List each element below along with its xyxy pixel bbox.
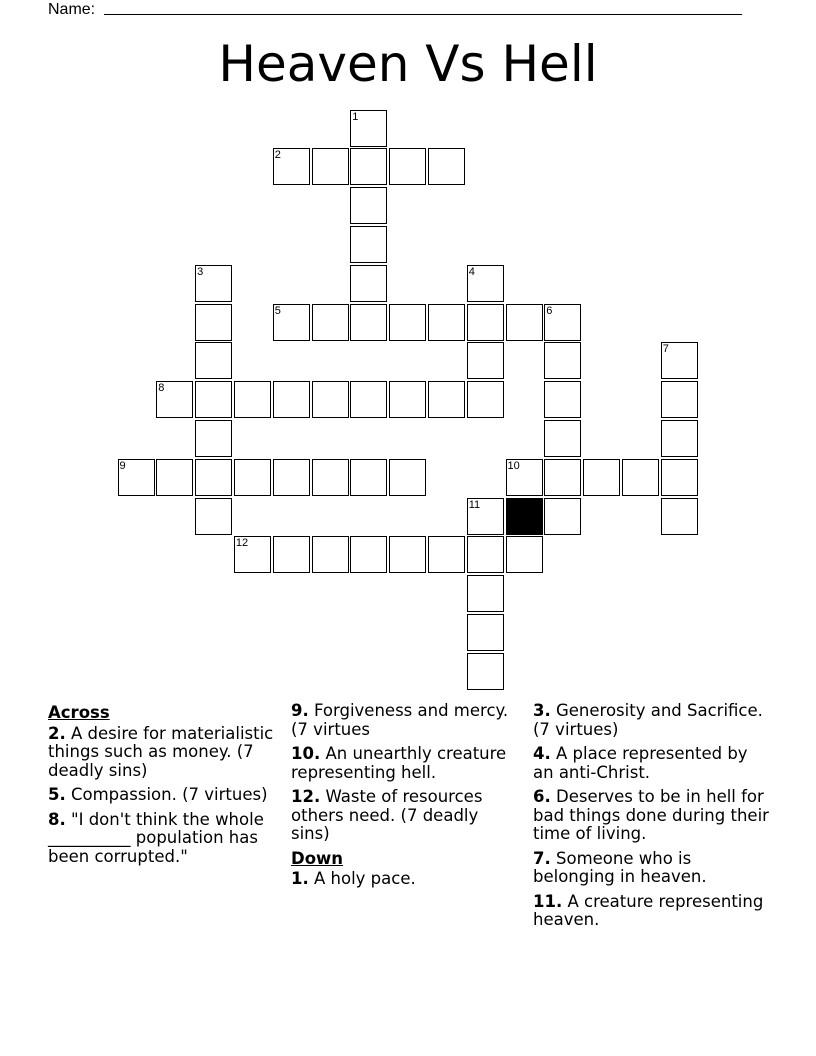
- grid-cell[interactable]: [467, 536, 504, 573]
- grid-cell[interactable]: [234, 459, 271, 496]
- grid-cell[interactable]: [350, 304, 387, 341]
- clue-item-text: An unearthly creature representing hell.: [291, 744, 507, 782]
- grid-cell[interactable]: [195, 304, 232, 341]
- clue-number: 3: [197, 265, 204, 278]
- clue-item-number: 5.: [48, 785, 66, 804]
- down-heading: Down: [291, 848, 344, 868]
- clue-item: [291, 870, 517, 889]
- clue-item-number: 11.: [533, 891, 563, 911]
- clue-item-text: Forgiveness and mercy. (7 virtues: [291, 701, 509, 739]
- clue-item: [48, 786, 274, 805]
- grid-cell[interactable]: [389, 304, 426, 341]
- clue-item-number: 3.: [533, 701, 551, 720]
- grid-cell[interactable]: [661, 381, 698, 418]
- clues-column-2: [291, 702, 517, 895]
- grid-cell[interactable]: [506, 536, 543, 573]
- grid-cell[interactable]: [273, 459, 310, 496]
- grid-cell[interactable]: [350, 187, 387, 224]
- grid-cell[interactable]: [467, 498, 504, 535]
- grid-cell[interactable]: [467, 381, 504, 418]
- clue-item-text: Generosity and Sacrifice. (7 virtues): [533, 701, 763, 739]
- clue-item-text: "I don't think the whole __________ population has been corrupted.": [48, 809, 264, 866]
- grid-cell[interactable]: [195, 420, 232, 457]
- clue-item-text: A desire for materialistic things such as money. (7 deadly sins): [48, 723, 274, 780]
- grid-cell[interactable]: [273, 381, 310, 418]
- grid-cell[interactable]: [428, 304, 465, 341]
- grid-cell[interactable]: [389, 536, 426, 573]
- grid-cell[interactable]: [661, 420, 698, 457]
- grid-cell[interactable]: [661, 498, 698, 535]
- clue-number: 4: [468, 265, 475, 278]
- clue-item: [533, 893, 769, 930]
- grid-cell[interactable]: [544, 498, 581, 535]
- grid-cell[interactable]: [312, 536, 349, 573]
- grid-cell[interactable]: [156, 381, 193, 418]
- grid-cell[interactable]: [661, 342, 698, 379]
- grid-cell[interactable]: [506, 459, 543, 496]
- grid-cell[interactable]: [428, 381, 465, 418]
- name-label: Name:: [48, 1, 96, 18]
- grid-cell[interactable]: [312, 381, 349, 418]
- grid-cell[interactable]: [389, 148, 426, 185]
- clue-number: 6: [546, 304, 553, 317]
- grid-cell[interactable]: [234, 381, 271, 418]
- clues-column-1: [48, 702, 274, 872]
- grid-cell[interactable]: [350, 459, 387, 496]
- clue-number: 9: [119, 459, 126, 472]
- grid-cell[interactable]: [273, 536, 310, 573]
- grid-cell[interactable]: [544, 420, 581, 457]
- grid-cell[interactable]: [118, 459, 155, 496]
- grid-cell[interactable]: [350, 110, 387, 147]
- clue-number: 10: [507, 459, 520, 472]
- grid-cell[interactable]: [544, 381, 581, 418]
- clue-item: [291, 745, 517, 782]
- grid-cell[interactable]: [467, 342, 504, 379]
- clue-number: 8: [158, 382, 165, 395]
- grid-cell[interactable]: [195, 459, 232, 496]
- clue-item: [48, 725, 274, 781]
- clue-item-text: A creature representing heaven.: [533, 891, 764, 929]
- clue-item-number: 10.: [291, 744, 321, 763]
- grid-cell[interactable]: [467, 653, 504, 690]
- clue-item: [533, 850, 769, 887]
- clue-number: 5: [274, 304, 281, 317]
- clue-item-number: 7.: [533, 848, 551, 868]
- grid-cell[interactable]: [350, 148, 387, 185]
- clue-item: [533, 702, 769, 739]
- clue-item: [291, 788, 517, 844]
- grid-cell[interactable]: [350, 226, 387, 263]
- clue-item-number: 1.: [291, 869, 309, 888]
- grid-cell[interactable]: [622, 459, 659, 496]
- grid-cell[interactable]: [234, 536, 271, 573]
- clue-item: [533, 788, 769, 844]
- grid-cell[interactable]: [312, 304, 349, 341]
- grid-cell[interactable]: [312, 148, 349, 185]
- grid-cell[interactable]: [661, 459, 698, 496]
- clue-item-text: A place represented by an anti-Christ.: [533, 744, 748, 782]
- clue-number: 2: [274, 149, 281, 162]
- clues-column-3: [533, 702, 769, 936]
- grid-cell[interactable]: [544, 459, 581, 496]
- grid-cell[interactable]: [389, 459, 426, 496]
- grid-cell[interactable]: [467, 575, 504, 612]
- grid-cell[interactable]: [195, 381, 232, 418]
- clue-number: 1: [352, 110, 359, 123]
- grid-cell[interactable]: [467, 265, 504, 302]
- grid-cell[interactable]: [312, 459, 349, 496]
- black-cell: [506, 498, 543, 535]
- clue-item-text: Someone who is belonging in heaven.: [533, 848, 707, 886]
- grid-cell[interactable]: [467, 304, 504, 341]
- clue-item-text: Compassion. (7 virtues): [65, 785, 268, 804]
- clue-item-number: 4.: [533, 744, 551, 763]
- grid-cell[interactable]: [583, 459, 620, 496]
- clue-item: [291, 702, 517, 739]
- across-heading: Across: [48, 703, 110, 722]
- clue-number: 11: [468, 498, 481, 511]
- clue-item-text: Deserves to be in hell for bad things done during their time of living.: [533, 787, 769, 843]
- clue-item-number: 8.: [48, 809, 66, 829]
- grid-cell[interactable]: [156, 459, 193, 496]
- grid-cell[interactable]: [506, 304, 543, 341]
- grid-cell[interactable]: [195, 265, 232, 302]
- grid-cell[interactable]: [195, 342, 232, 379]
- page-title: Heaven Vs Hell: [218, 35, 598, 93]
- clue-item: [48, 811, 274, 867]
- grid-cell[interactable]: [544, 342, 581, 379]
- grid-cell[interactable]: [428, 148, 465, 185]
- clue-item-number: 12.: [291, 787, 321, 806]
- grid-cell[interactable]: [389, 381, 426, 418]
- clue-item-number: 2.: [48, 723, 66, 743]
- clue-item-number: 6.: [533, 787, 551, 806]
- clue-item-text: Waste of resources others need. (7 deadly sins): [291, 787, 483, 843]
- grid-cell[interactable]: [350, 381, 387, 418]
- grid-cell[interactable]: [350, 265, 387, 302]
- grid-cell[interactable]: [350, 536, 387, 573]
- clue-item: [533, 745, 769, 782]
- grid-cell[interactable]: [273, 148, 310, 185]
- clue-number: 12: [235, 537, 249, 550]
- grid-cell[interactable]: [544, 304, 581, 341]
- grid-cell[interactable]: [195, 498, 232, 535]
- clue-item-text: A holy pace.: [308, 869, 416, 888]
- clue-number: 7: [662, 343, 669, 356]
- grid-cell[interactable]: [273, 304, 310, 341]
- clue-item-number: 9.: [291, 701, 309, 720]
- grid-cell[interactable]: [467, 614, 504, 651]
- grid-cell[interactable]: [428, 536, 465, 573]
